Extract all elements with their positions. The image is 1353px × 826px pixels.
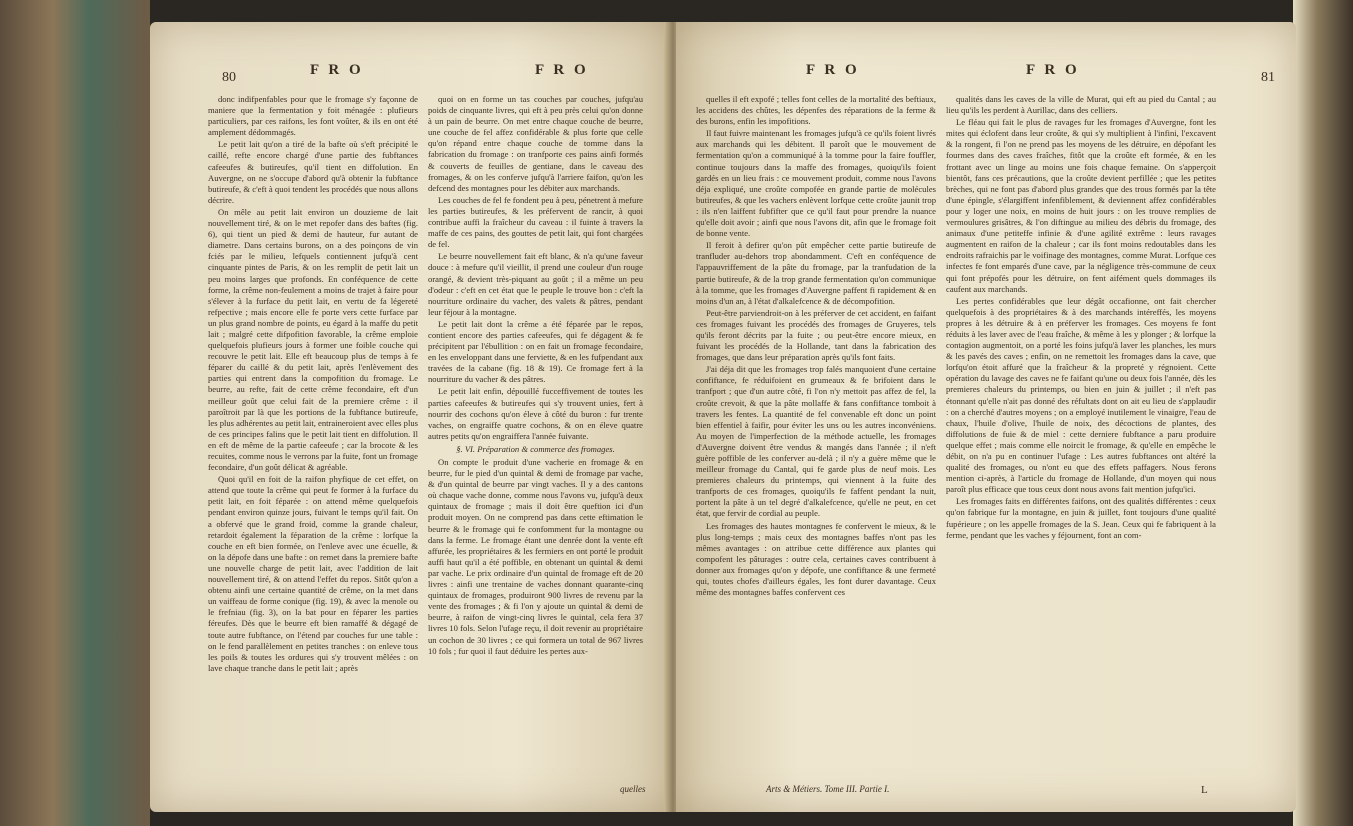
signature-mark: L: [1201, 784, 1208, 796]
right-page-column-1: [696, 94, 936, 784]
paragraph: Les pertes confidérables que leur dégât occafionne, ont fait chercher quelquefois à des propriétaires & à des marchands intéreffés, les moyens propres à les détruire & à en préferver les fromages. Ces moyens fe font réduits à les laver avec de l'eau fraîche, & même à les y plonger ; & lorfque la contagion augmentoit, on a porté les foins jufqu'à laver les planches, les murs & les pavés des caves ; enfin, on ne remettoit les fromages dans la cave, que lorfqu'on étoit affuré que la fraîcheur & la propreté y régnoient. Cette opération du lavage des caves ne fe faifant qu'une ou deux fois l'année, dès les premieres chaleurs du printemps, ou bien en juin & juillet ; il n'eft pas étonnant qu'elle n'ait pas donné des réfultats dont on ait eu lieu de s'applaudir : on a cherché d'autres moyens ; on a employé inutilement le vinaigre, l'eau de chaux, l'huile d'olive, l'huile de noix, des décoctions de plantes, des diffolutions de fuie & de miel : cette derniere fubftance a paru produire quelque effet ; mais comme elle noircit le fromage, & qu'elle en empêche le débit, on n'a pu en continuer l'ufage : Les autres fubftances ont altéré la qualité des fromages, ou n'ont eu que des effets paffagers. Nous ferons mention ci-après, à l'article du fromage de Hollande, d'un moyen qui nous paroît plus efficace que tous ceux dont nous avons fait mention jufqu'ici.: [946, 295, 1216, 495]
paragraph: Les fromages faits en différentes faifons, ont des qualités différentes : ceux qu'on fabrique fur la montagne, en juin & juillet, font toujours d'une qualité fupérieure ; on les appelle fromages de la S. Jean. Ceux qui fe fabriquent à la ferme, pendant que les vaches y féjournent, font an com-: [946, 496, 1216, 540]
paragraph: Le petit lait qu'on a tiré de la bafte où s'eft précipité le caillé, refte encore chargé d'une partie des fubftances cafeeufes & butireufes, qu'il tient en diffolution. En Auvergne, on ne s'occupe d'abord qu'à obtenir la fubftance butireufe, & c'eft à quoi tendent les procédés que nous allons décrire.: [208, 139, 418, 205]
paragraph: §. VI. Préparation & commerce des fromages.: [456, 443, 615, 454]
paragraph: Il faut fuivre maintenant les fromages jufqu'à ce qu'ils foient livrés aux marchands qui les débitent. Il paroît que le mouvement de fermentation qu'on a communiqué à la tomme pour la faire fouffler, continue toujours dans la maffe des fromages, quoiqu'ils foient gardés en un lieu frais : ce mouvement produit, comme nous l'avons déja expliqué, une croûte compofée en grande partie de molécules butireufes, & que les vachers enlèvent lorfque cette croûte jaunit trop : ils n'en laiffent fubfifter que ce qu'il faut pour prendre la nuance qu'elle doit avoir ; ainfi que nous l'avons dit, afin que le fromage foit de bonne vente.: [696, 128, 936, 239]
paragraph: Quoi qu'il en foit de la raifon phyfique de cet effet, on attend que toute la crême qui peut fe former à la furface du petit lait, en foit féparée : on attend même quelquefois pendant environ quinze jours, fuivant le temps qu'il fait. On a obfervé que le grand froid, comme la grande chaleur, retardoit également la féparation de la crême : lorfque la couche en eft bien formée, on l'enleve avec une écuelle, & on la dépofe dans une bafte : on remet dans la premiere bafte une nouvelle charge de petit lait, avec l'addition de lait nouvellement tiré, & on attend l'effet du repos. Sitôt qu'on a obtenu ainfi une certaine quantité de crême, on la met dans un vaiffeau de forme conique (fig. 19), & avec la menole ou le frefniau (fig. 3), on la bat pour en féparer les parties féreufes. Dès que le beurre eft bien ramaffé & dégagé de toute autre fubftance, on l'étend par couches fur une table : on le fend parallèlement en petites tranches : on enleve tous les poils & toutes les ordures qui s'y trouvent mêlées : on lave chaque tranche dans le petit lait ; après: [208, 474, 418, 673]
book-cover-right: [1293, 0, 1353, 826]
paragraph: Le petit lait dont la crême a été féparée par le repos, contient encore des parties cafeeufes, qui fe dégagent & fe précipitent par l'ébullition : on en fait un fromage fecondaire, en les enveloppant dans une ferviette, & en les fufpendant aux travées de la cabane (fig. 18 & 19). Ce fromage fert à la nourriture du vacher & des pâtres.: [428, 318, 643, 385]
paragraph: Il feroit à defirer qu'on pût empêcher cette partie butireufe de tranfluder au-dehors trop abondamment. C'eft en conféquence de l'appauvriffement de la pâte du fromage, par la tranfudation de la partie butireufe, & de la trop grande fermentation qu'on communique à la tomme, que les fromages d'Auvergne paffent fi rapidement & en moins d'un an, à l'état d'alkalefcence & de décompofition.: [696, 240, 936, 306]
page-footer-signature: Arts & Métiers. Tome III. Partie I.: [766, 784, 890, 794]
paragraph: Les couches de fel fe fondent peu à peu, pénetrent à mefure les parties butireufes, & les préfervent de rancir, à quoi contribue auffi la fraîcheur du caveau : il fuinte à travers la maffe de ces pains, des gouttes de petit lait, qui font chargées de fel.: [428, 194, 643, 250]
right-page: [676, 22, 1296, 812]
paragraph: J'ai déja dit que les fromages trop falés manquoient d'une certaine confiftance, fe réduifoient en grumeaux & fe brifoient dans le tranfport ; que d'un autre côté, fi l'on n'y mettoit pas affez de fel, la croûte crevoit, & que la pâte mollaffe & fans confiftance tomboit à travers les fentes. La quantité de fel convenable eft donc un point bien effentiel à faifir, pour éviter les uns ou les autres inconvéniens. Au moyen de l'imperfection de la méthode actuelle, les fromages d'Auvergne doivent être vendus & mangés dans l'année ; il n'eft guère poffible de les conferver au-delà ; il n'y a guère même que le meilleur fromage du Cantal, qui fe garde plus de neuf mois. Les premieres chaleurs du printemps, qui viennent à la fuite des tranfports de ces fromages, quoiqu'ils fe faffent pendant la nuit, portent la pâte à un tel degré d'alkalefcence, qu'elle ne peut, en cet état, que fervir de cordial au peuple.: [696, 364, 936, 519]
paragraph: Le fléau qui fait le plus de ravages fur les fromages d'Auvergne, font les mites qui éclofent dans leur croûte, & qui s'y multiplient à l'infini, l'excavent & la rongent, fi l'on ne prend pas les moyens de les détruire, en dépofant les fourmes dans des caves fraîches, fitôt que la croûte eft formée, & en les frottant avec un linge au moins une fois chaque femaine. On s'apperçoit bientôt, fans ces précautions, que la croûte devient perfillée ; que les petites brèches, qui ne font pas d'abord plus grandes que des trous formés par la tête d'une épingle, s'élargiffent infenfiblement, & deviennent affez confidérables pour y loger une noix, en moins de huit jours : on les trouve remplies de vermoulures grisâtres, & l'on diftingue au milieu des débris du fromage, des animaux d'une petiteffe infinie & d'une agilité extrême : leurs ravages augmentent en raifon de la chaleur ; car ils font moins redoutables dans les endroits rafraichis par le voifinage des montagnes, comme Murat. Lorfque ces infectes fe font emparés d'une cave, par la négligence très-commune de ceux qui font prépofés pour les détruire, on fent aifément quels dommages ils caufent aux marchands.: [946, 117, 1216, 294]
running-head-right-col1: F R O: [806, 62, 860, 78]
running-head-right-col2: F R O: [1026, 62, 1080, 78]
left-page-column-2: [428, 94, 643, 784]
paragraph: On compte le produit d'une vacherie en fromage & en beurre, fur le pied d'un quintal & demi de fromage par vache, & d'un quintal de beurre par vingt vaches. Il y a des cantons où chaque vache donne, comme nous l'avons vu, jufqu'à deux quintaux de fromage ; mais il doit être queftion ici d'un produit moyen. On ne comprend pas dans cette eftimation le beurre & le fromage qui fe confomment fur la montagne ou dans la ferme. Le fromage étant une denrée dont la vente eft affurée, les propriétaires & les fermiers en ont porté le produit auffi haut qu'il a été poffible, en obtenant un quintal & demi par vache. Le prix ordinaire d'un quintal de fromage eft de 20 livres : ainfi une trentaine de vaches donnant quarante-cinq quintaux de fromages, produiront 900 livres de revenu par la vente des fromages ; & fi l'on y ajoute un quintal & demi de beurre, à raifon de vingt-cinq livres le quintal, cela fera 37 livres 10 fols. Selon l'ufage reçu, il doit revenir au propriétaire un cochon de 30 livres ; ce qui formera un total de 967 livres 10 fols ; fur quoi il faut déduire les pertes aux-: [428, 457, 643, 656]
right-page-column-2: [946, 94, 1216, 784]
paragraph: qualités dans les caves de la ville de Murat, qui eft au pied du Cantal ; au lieu qu'ils les perdent à Aurillac, dans des celliers.: [946, 94, 1216, 116]
paragraph: donc indifpenfables pour que le fromage s'y façonne de maniere que la fermentation y foit ménagée : plufieurs particuliers, par ces raifons, les font voûter, & ils en ont été amplement dédommagés.: [208, 94, 418, 138]
paragraph: Peut-être parviendroit-on à les préferver de cet accident, en faifant ces fromages fuivant les procédés des fromages de Gruyeres, tels qu'ils feront décrits par la fuite ; ou peut-être encore mieux, en fuivant les procédés de la Hollande, tant dans la fabrication des fromages, que dans leur préparation après qu'ils font faits.: [696, 307, 936, 363]
page-number-left: 80: [222, 70, 236, 85]
running-head-left-col2: F R O: [535, 62, 589, 78]
catchword-left: quelles: [620, 784, 646, 794]
left-page-column-1: [208, 94, 418, 784]
page-number-right: 81: [1261, 70, 1275, 85]
book-cover-left: [0, 0, 150, 826]
paragraph: quelles il eft expofé ; telles font celles de la mortalité des beftiaux, les accidens des chûtes, les dépenfes des réparations de la ferme & des burons, enfin les impofitions.: [696, 94, 936, 127]
running-head-left-col1: F R O: [310, 62, 364, 78]
left-page: [150, 22, 670, 812]
paragraph: On mêle au petit lait environ un douzieme de lait nouvellement tiré, & on le met repofer dans des baftes (fig. 6), qui tient un pied & demi de hauteur, fur autant de diametre. Dans certains burons, on a des poinçons de vin fciés par le milieu, lefquels contiennent jufqu'à cent cinquante pintes de Paris, & on les remplit de petit lait un peu moins larges que profonds. En conféquence de cette forme, la crême non-feulement a moins de trajet à faire pour s'élever à la furface du petit lait, en vertu de fa légereté refpective ; mais encore elle fe porte vers cette furface par un plus grand nombre de points, eu égard à la maffe du petit lait ; malgré cette difpofition favorable, la crême emploie quelquefois plufieurs jours à former une foible couche qui recouvre le petit lait. Elle eft beaucoup plus de temps à fe féparer du caillé & du petit lait, après l'enlèvement des parties qui entrent dans la compofition du fromage. Le beurre, au refte, fait de cette crême fecondaire, eft d'un meilleur goût que celui fait de la premiere crême : il paroîtroit par là que les portions de la fubftance butireufe, les plus adhérentes au petit lait, entraineroient avec elles plus de ces principes falins que le petit lait tient en diffolution. Il en eft de même de la partie cafeeufe ; car la brocote & les recuites, comme nous le verrons par la fuite, font un fromage fecondaire, d'un goût délicat & agréable.: [208, 206, 418, 473]
paragraph: quoi on en forme un tas couches par couches, jufqu'au poids de cinquante livres, qui eft à peu près celui qu'on donne à un pain de beurre. On met entre chaque couche de beurre, une couche de fel affez confidérable & plus forte que celle qu'on répand entre chaque couche de tomme dans la fabrication du fromage : on tranfporte ces pains ainfi formés & couverts de feuilles de gentiane, dans le caveau des fromages, & on les conferve jufqu'à l'arriere faifon, qu'on les defcend des montagnes pour les débiter aux marchands.: [428, 94, 643, 193]
paragraph: Le petit lait enfin, dépouillé fucceffivement de toutes les parties cafeeufes & butireufes qui s'y trouvent unies, fert à nourrir des cochons qu'on éleve à côté du buron : fur trente vaches, on engraiffe quatre cochons, & on en éleve quatre autres petits qu'on engraiffera l'année fuivante.: [428, 386, 643, 441]
paragraph: Le beurre nouvellement fait eft blanc, & n'a qu'une faveur douce : à mefure qu'il vieillit, il prend une couleur d'un rouge orangé, & devient très-piquant au goût ; il a même un peu d'odeur : c'eft en cet état que le peuple le trouve bon : c'eft la nourriture ordinaire du vacher, des valets & pâtres, pendant leur féjour à la montagne.: [428, 251, 643, 317]
paragraph: Les fromages des hautes montagnes fe confervent le mieux, & le plus long-temps ; mais ceux des montagnes baffes n'ont pas les mêmes avantages : on attribue cette différence aux plantes qui compofent les pâturages : outre cela, certaines caves contribuent à donner aux fromages qu'on y dépofe, une confiftance & une fermeté qui, toutes chofes d'ailleurs égales, les font durer davantage. Ceux même des montagnes baffes confervent ces: [696, 520, 936, 598]
